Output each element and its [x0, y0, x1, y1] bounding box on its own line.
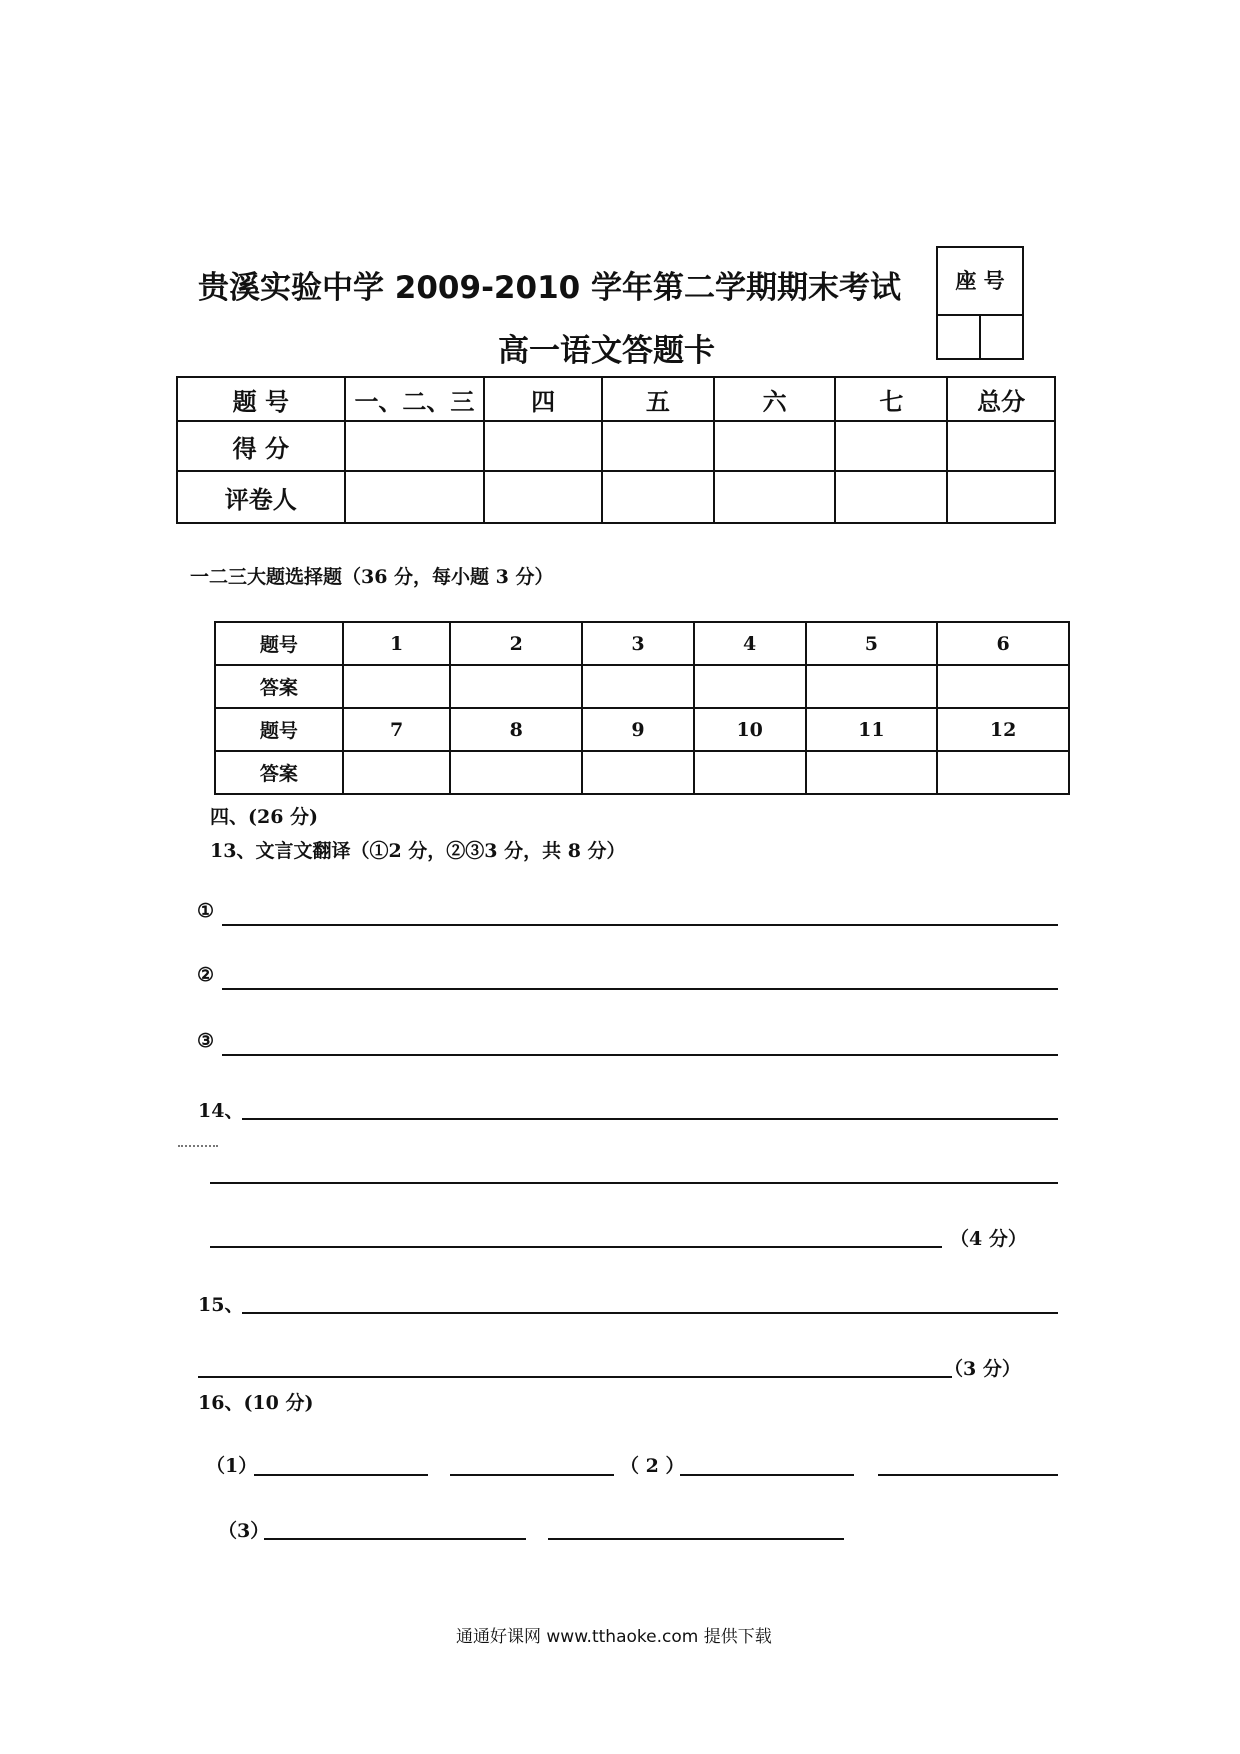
- question-number: 5: [806, 622, 938, 665]
- score-header-cell: 七: [835, 377, 947, 421]
- score-cell[interactable]: [602, 421, 714, 471]
- seat-digit-cell[interactable]: [981, 316, 1022, 360]
- score-header-cell: 题 号: [177, 377, 345, 421]
- answer-cell[interactable]: [582, 751, 694, 794]
- answer-cell[interactable]: [450, 751, 582, 794]
- question-number: 7: [343, 708, 451, 751]
- question-number: 2: [450, 622, 582, 665]
- score-header-cell: 一、二、三: [345, 377, 485, 421]
- score-cell[interactable]: [947, 421, 1055, 471]
- score-row-label: 得 分: [177, 421, 345, 471]
- answer-cell[interactable]: [937, 751, 1069, 794]
- seat-number-label: 座 号: [938, 248, 1022, 316]
- grader-cell[interactable]: [602, 471, 714, 523]
- seat-digit-cell[interactable]: [938, 316, 981, 360]
- footer-credit: 通通好课网 www.tthaoke.com 提供下载: [456, 1627, 772, 1647]
- q16-heading: 16、(10 分): [198, 1392, 314, 1414]
- section-four-heading: 四、(26 分): [210, 806, 319, 828]
- question-number: 6: [937, 622, 1069, 665]
- q16-answer-line[interactable]: [264, 1538, 526, 1540]
- answer-cell[interactable]: [806, 751, 938, 794]
- grader-cell[interactable]: [714, 471, 836, 523]
- answer-cell[interactable]: [582, 665, 694, 708]
- q13-mark-1: ①: [197, 900, 215, 922]
- exam-title: 贵溪实验中学 2009-2010 学年第二学期期末考试: [198, 270, 902, 306]
- q14-label: 14、: [198, 1100, 244, 1122]
- q13-answer-line-1[interactable]: [222, 924, 1058, 926]
- grader-cell[interactable]: [835, 471, 947, 523]
- q16-answer-line[interactable]: [548, 1538, 844, 1540]
- question-number: 9: [582, 708, 694, 751]
- answer-label: 答案: [215, 665, 343, 708]
- choice-answer-table: [214, 621, 1070, 795]
- q16-answer-line[interactable]: [680, 1474, 854, 1476]
- section-choice-heading: 一二三大题选择题（36 分，每小题 3 分）: [190, 566, 554, 588]
- grader-cell[interactable]: [484, 471, 602, 523]
- score-header-cell: 六: [714, 377, 836, 421]
- answer-cell[interactable]: [450, 665, 582, 708]
- question-number: 10: [694, 708, 806, 751]
- q16-answer-line[interactable]: [254, 1474, 428, 1476]
- question-number: 3: [582, 622, 694, 665]
- question-number: 12: [937, 708, 1069, 751]
- q15-score: （3 分）: [944, 1358, 1021, 1380]
- q13-mark-2: ②: [197, 964, 215, 986]
- answer-cell[interactable]: [343, 665, 451, 708]
- seat-number-box: [936, 246, 1024, 360]
- q13-heading: 13、文言文翻译（①2 分，②③3 分，共 8 分）: [210, 840, 626, 862]
- q16-answer-line[interactable]: [878, 1474, 1058, 1476]
- question-number-label: 题号: [215, 622, 343, 665]
- q14-answer-line-1[interactable]: [242, 1118, 1058, 1120]
- q16-part-1-label: （1）: [206, 1455, 258, 1477]
- score-header-cell: 四: [484, 377, 602, 421]
- question-number: 4: [694, 622, 806, 665]
- dotted-guide: [178, 1145, 218, 1147]
- answer-label: 答案: [215, 751, 343, 794]
- grader-cell[interactable]: [345, 471, 485, 523]
- score-header-cell: 五: [602, 377, 714, 421]
- q13-mark-3: ③: [197, 1030, 215, 1052]
- score-cell[interactable]: [484, 421, 602, 471]
- card-title: 高一语文答题卡: [498, 333, 715, 369]
- q15-answer-line-2[interactable]: [198, 1376, 952, 1378]
- answer-cell[interactable]: [694, 665, 806, 708]
- q13-answer-line-3[interactable]: [222, 1054, 1058, 1056]
- q16-answer-line[interactable]: [450, 1474, 614, 1476]
- q16-part-3-label: （3）: [218, 1520, 270, 1542]
- question-number: 8: [450, 708, 582, 751]
- score-table: [176, 376, 1056, 524]
- score-cell[interactable]: [714, 421, 836, 471]
- grader-row-label: 评卷人: [177, 471, 345, 523]
- q13-answer-line-2[interactable]: [222, 988, 1058, 990]
- q16-part-2-label: （ 2 ）: [620, 1455, 685, 1477]
- question-number-label: 题号: [215, 708, 343, 751]
- q14-answer-line-3[interactable]: [210, 1246, 942, 1248]
- q14-answer-line-2[interactable]: [210, 1182, 1058, 1184]
- question-number: 11: [806, 708, 938, 751]
- score-header-cell: 总分: [947, 377, 1055, 421]
- answer-cell[interactable]: [937, 665, 1069, 708]
- q15-label: 15、: [198, 1294, 244, 1316]
- q14-score: （4 分）: [950, 1228, 1027, 1250]
- grader-cell[interactable]: [947, 471, 1055, 523]
- score-cell[interactable]: [835, 421, 947, 471]
- q15-answer-line-1[interactable]: [242, 1312, 1058, 1314]
- answer-cell[interactable]: [343, 751, 451, 794]
- answer-cell[interactable]: [694, 751, 806, 794]
- score-cell[interactable]: [345, 421, 485, 471]
- answer-cell[interactable]: [806, 665, 938, 708]
- question-number: 1: [343, 622, 451, 665]
